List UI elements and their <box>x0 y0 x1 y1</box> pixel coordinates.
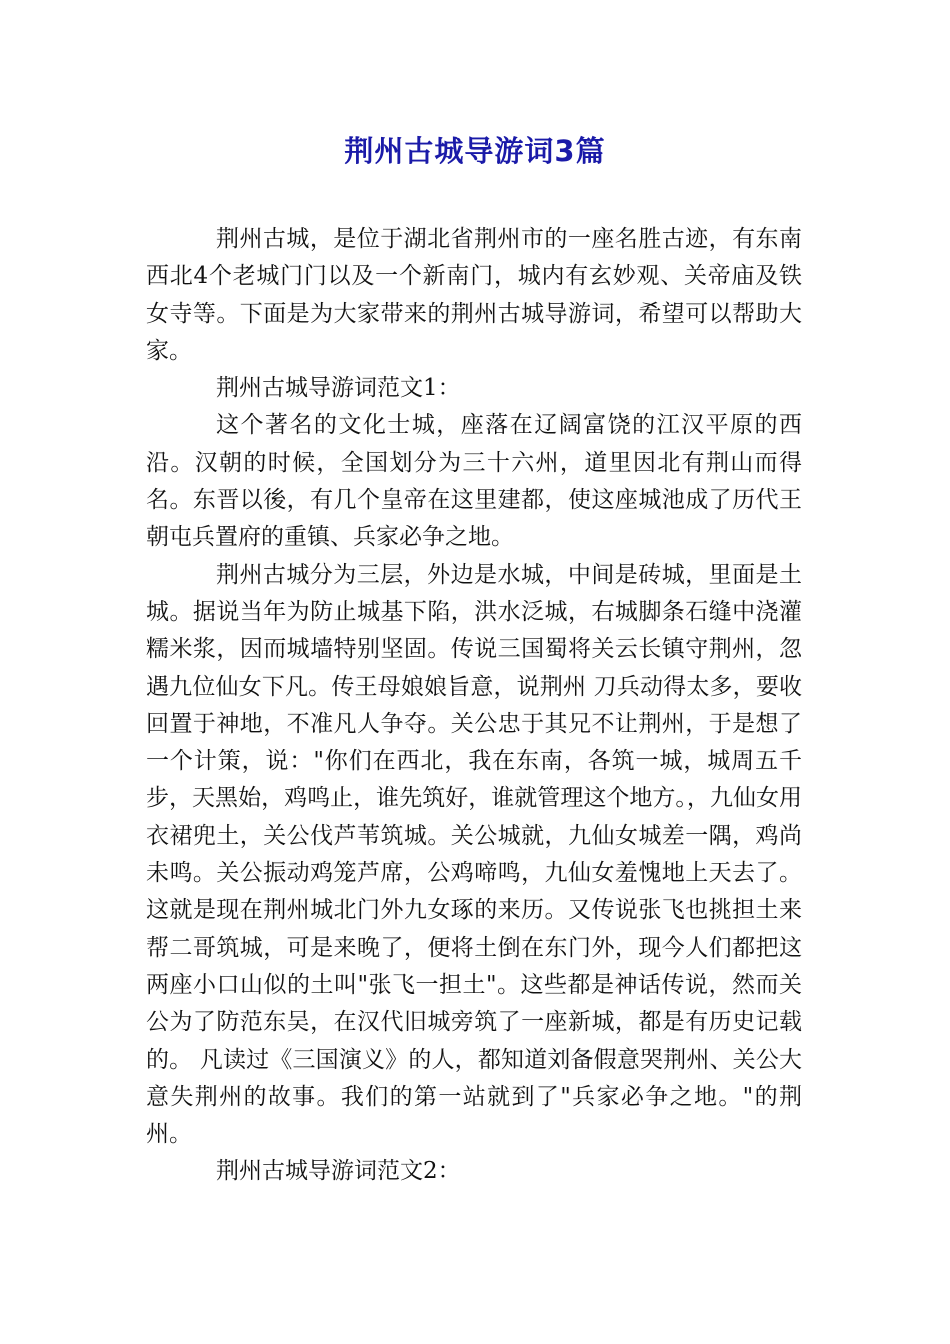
document-title: 荆州古城导游词3篇 <box>344 134 606 168</box>
section-heading-1: 荆州古城导游词范文1： <box>216 375 461 402</box>
section-heading-2: 荆州古城导游词范文2： <box>216 1158 461 1185</box>
intro-paragraph: 荆州古城，是位于湖北省荆州市的一座名胜古迹，有东南西北4个老城门门以及一个新南门，城内有玄妙观、关帝庙及铁女寺等。下面是为大家带来的荆州古城导游词，希望可以帮助大家。 <box>146 226 802 364</box>
document-body <box>146 221 802 1191</box>
body-paragraph: 荆州古城分为三层，外边是水城，中间是砖城，里面是土城。据说当年为防止城基下陷，洪水泛城，右城脚条石缝中浇灌糯米浆，因而城墙特别坚固。传说三国蜀将关云长镇守荆州，忽遇九位仙女下凡。传王母娘娘旨意，说荆州 刀兵动得太多，要收回置于神地，不准凡人争夺。关公忠于其兄不让荆州，于是想了一个计策，说："你们在西北，我在东南，各筑一城，城周五千步，天黑始，鸡鸣止，谁先筑好，谁就管理这个地方。，九仙女用衣裙兜土，关公伐芦苇筑城。关公城就，九仙女城差一隅，鸡尚未鸣。关公振动鸡笼芦席，公鸡啼鸣，九仙女羞愧地上天去了。这就是现在荆州城北门外九女琢的来历。又传说张飞也挑担土来帮二哥筑城，可是来晚了，便将土倒在东门外，现今人们都把这两座小口山似的土叫"张飞一担土"。这些都是神话传说，然而关公为了防范东吴，在汉代旧城旁筑了一座新城，都是有历史记载的。 凡读过《三国演义》的人，都知道刘备假意哭荆州、关公大意失荆州的故事。我们的第一站就到了"兵家必争之地。"的荆州。 <box>146 561 802 1148</box>
body-paragraph: 这个著名的文化士城，座落在辽阔富饶的江汉平原的西沿。汉朝的时候，全国划分为三十六州，道里因北有荆山而得名。东晋以後，有几个皇帝在这里建都，使这座城池成了历代王朝屯兵置府的重镇、兵家必争之地。 <box>146 412 802 551</box>
